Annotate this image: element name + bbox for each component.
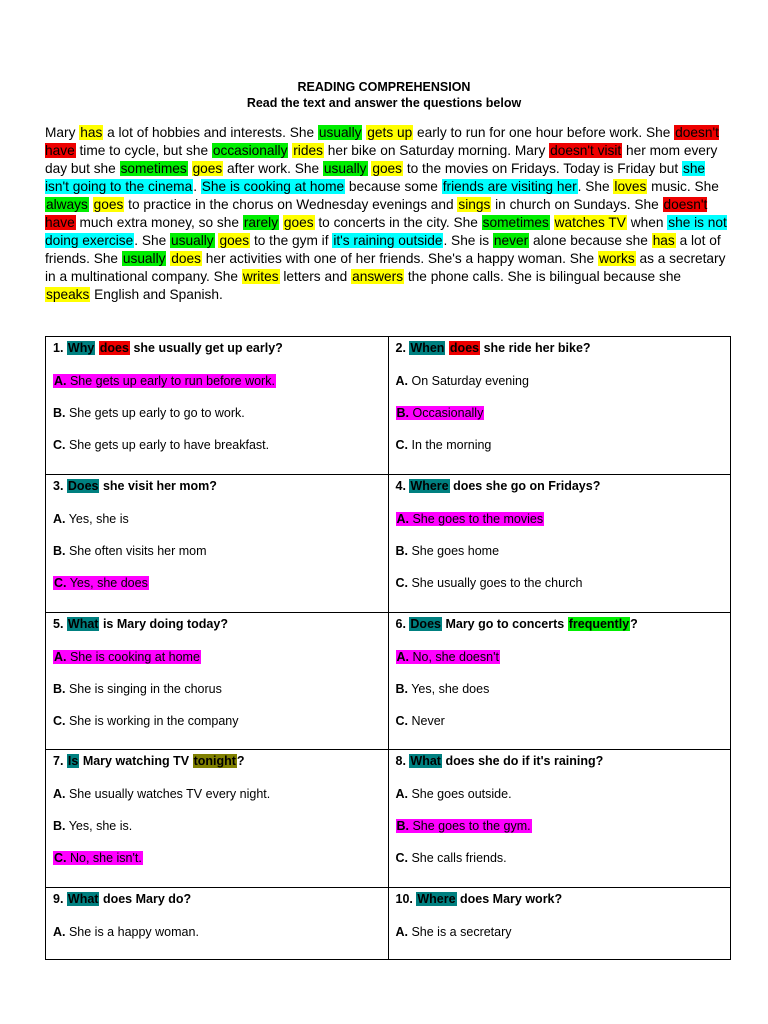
answer-option <box>53 787 381 801</box>
answer-option <box>396 374 724 388</box>
highlighted-passage-text: goes <box>219 233 250 248</box>
option-text: Never <box>408 713 445 728</box>
question-cell <box>46 612 389 750</box>
question-text <box>53 892 381 906</box>
option-text: She gets up early to have breakfast. <box>65 438 270 452</box>
passage-text: . She <box>577 179 614 194</box>
passage-text: in church on Sundays. She <box>491 197 663 212</box>
answer-option <box>396 438 724 452</box>
highlighted-passage-text: rarely <box>243 215 279 230</box>
highlighted-passage-text: occasionally <box>212 143 288 158</box>
passage-text: much extra money, so she <box>75 215 243 230</box>
passage-text: a lot of hobbies and interests. She <box>103 125 318 140</box>
question-part: does she do if it's raining? <box>441 754 604 769</box>
option-text: In the morning <box>408 438 492 452</box>
answer-option <box>53 682 381 696</box>
question-part: ? <box>630 616 638 631</box>
answer-option <box>53 576 381 590</box>
highlighted-passage-text: answers <box>352 269 404 284</box>
highlighted-question-part: What <box>67 892 99 906</box>
answer-option <box>53 512 381 526</box>
highlighted-question-part: When <box>410 341 445 355</box>
option-letter: B. <box>53 681 66 696</box>
passage-text: time to cycle, but she <box>75 143 212 158</box>
highlighted-passage-text: doesn't visit <box>550 143 622 158</box>
question-part: does she go on Fridays? <box>449 478 601 493</box>
highlighted-passage-text: usually <box>171 233 214 248</box>
option-text: She usually watches TV every night. <box>65 787 271 802</box>
passage-text: a lot of friends. She <box>45 233 721 266</box>
option-letter: B. <box>53 543 66 558</box>
question-cell <box>388 337 731 475</box>
answer-option <box>396 576 724 590</box>
passage-text: after work. She <box>223 161 323 176</box>
highlighted-passage-text: gets up <box>367 125 413 140</box>
passage-text: early to run for one hour before work. She <box>413 125 675 140</box>
option-text: She is a happy woman. <box>65 925 199 939</box>
highlighted-passage-text: writes <box>242 269 279 284</box>
highlighted-question-part: Does <box>410 616 441 631</box>
highlighted-answer <box>396 406 485 420</box>
option-text: She gets up early to go to work. <box>65 406 245 420</box>
document-header <box>0 79 768 111</box>
highlighted-passage-text: has <box>80 125 103 140</box>
answer-option <box>53 438 381 452</box>
passage-text: to concerts in the city. She <box>314 215 482 230</box>
option-letter: C. <box>53 438 66 452</box>
question-text <box>53 617 381 631</box>
highlighted-question-part: Where <box>410 478 449 493</box>
answer-option <box>53 544 381 558</box>
highlighted-passage-text: does <box>171 251 201 266</box>
passage-text: . She <box>134 233 171 248</box>
question-cell <box>388 750 731 888</box>
highlighted-passage-text: she is not doing exercise <box>45 215 727 248</box>
passage-text: English and Spanish. <box>90 287 223 302</box>
option-text: She is a secretary <box>408 925 512 939</box>
question-text <box>53 754 381 768</box>
highlighted-question-part: Why <box>67 341 95 355</box>
passage-text: . <box>193 179 201 194</box>
highlighted-passage-text: always <box>46 197 88 212</box>
answer-option <box>396 544 724 558</box>
option-letter: A. <box>53 511 66 526</box>
highlighted-answer <box>396 512 545 526</box>
highlighted-passage-text: goes <box>372 161 403 176</box>
option-letter: A. <box>54 374 67 388</box>
highlighted-answer <box>53 576 149 590</box>
highlighted-answer <box>53 650 201 664</box>
question-text <box>396 479 724 493</box>
option-text: No, she doesn't <box>409 649 499 664</box>
option-letter: B. <box>396 819 409 834</box>
question-part: 6. <box>395 616 410 631</box>
answer-option <box>53 406 381 420</box>
highlighted-passage-text: sometimes <box>482 215 549 230</box>
highlighted-passage-text: usually <box>323 161 367 176</box>
highlighted-passage-text: doesn't have <box>45 197 708 230</box>
highlighted-question-part: What <box>67 616 99 631</box>
passage-text: the phone calls. She is bilingual because she <box>404 269 682 284</box>
question-part: Mary go to concerts <box>441 616 568 631</box>
highlighted-question-part: What <box>410 754 441 769</box>
question-part: 2. <box>395 341 410 355</box>
highlighted-passage-text: She is cooking at home <box>201 179 345 194</box>
highlighted-passage-text: it's raining outside <box>333 233 443 248</box>
passage-text: her activities with one of her friends. She's a happy woman. She <box>201 251 598 266</box>
highlighted-question-part: frequently <box>568 616 630 631</box>
highlighted-passage-text: usually <box>318 125 362 140</box>
answer-option <box>396 819 724 833</box>
option-letter: A. <box>396 649 409 664</box>
question-cell <box>388 888 731 960</box>
option-letter: C. <box>54 575 67 590</box>
answer-option <box>53 650 381 664</box>
answer-option <box>53 925 381 939</box>
option-letter: C. <box>53 713 66 728</box>
option-text: She goes home <box>408 543 500 558</box>
highlighted-passage-text: goes <box>93 197 124 212</box>
question-part: 8. <box>395 754 410 769</box>
question-text <box>396 341 724 355</box>
answer-option <box>396 682 724 696</box>
question-part: 1. <box>53 341 67 355</box>
highlighted-passage-text: sometimes <box>120 161 187 176</box>
option-text: Occasionally <box>409 406 484 420</box>
answer-option <box>396 714 724 728</box>
question-part: 7. <box>53 754 67 769</box>
passage-text <box>188 161 192 176</box>
option-text: She calls friends. <box>408 851 507 866</box>
question-row <box>46 337 731 475</box>
question-text <box>53 341 381 355</box>
option-text: Yes, she does <box>408 681 490 696</box>
questions-table <box>45 336 731 960</box>
question-text <box>396 892 724 906</box>
option-text: She often visits her mom <box>65 543 207 558</box>
highlighted-passage-text: usually <box>122 251 166 266</box>
option-text: No, she isn't. <box>66 851 142 866</box>
option-letter: C. <box>54 851 67 866</box>
option-text: Yes, she is <box>65 511 129 526</box>
highlighted-answer <box>396 819 532 833</box>
highlighted-passage-text: rides <box>293 143 323 158</box>
answer-option <box>396 851 724 865</box>
answer-option <box>53 851 381 865</box>
passage-text: Mary <box>45 125 80 140</box>
option-letter: C. <box>395 713 408 728</box>
question-cell <box>46 750 389 888</box>
question-part: does Mary work? <box>456 892 563 906</box>
option-letter: B. <box>53 406 66 420</box>
passage-text: when <box>626 215 668 230</box>
option-letter: B. <box>396 406 409 420</box>
answer-option <box>396 650 724 664</box>
passage-text: alone because she <box>529 233 652 248</box>
question-part: she visit her mom? <box>99 478 217 493</box>
option-text: She is singing in the chorus <box>65 681 222 696</box>
answer-option <box>53 819 381 833</box>
question-cell <box>46 337 389 475</box>
option-text: She goes outside. <box>408 787 512 802</box>
question-text <box>53 479 381 493</box>
highlighted-passage-text: has <box>652 233 675 248</box>
passage-text: music. She <box>647 179 719 194</box>
question-part: 4. <box>395 478 410 493</box>
highlighted-passage-text: goes <box>192 161 223 176</box>
passage-text: to practice in the chorus on Wednesday evenings and <box>124 197 458 212</box>
option-text: Yes, she does <box>66 575 148 590</box>
highlighted-passage-text: goes <box>283 215 314 230</box>
question-text <box>396 754 724 768</box>
question-row <box>46 474 731 612</box>
highlighted-answer <box>396 650 500 664</box>
option-text: She gets up early to run before work. <box>66 374 275 388</box>
option-letter: A. <box>395 925 408 939</box>
answer-option <box>396 925 724 939</box>
option-text: She is working in the company <box>65 713 239 728</box>
question-part: 9. <box>53 892 67 906</box>
option-letter: B. <box>395 681 408 696</box>
option-letter: A. <box>395 374 408 388</box>
question-cell <box>46 888 389 960</box>
passage-text: because some <box>345 179 442 194</box>
highlighted-passage-text: loves <box>614 179 647 194</box>
highlighted-passage-text: friends are visiting her <box>442 179 577 194</box>
highlighted-question-part: does <box>449 341 480 355</box>
question-cell <box>388 474 731 612</box>
question-part: she ride her bike? <box>480 341 591 355</box>
option-letter: A. <box>53 925 66 939</box>
question-text <box>396 617 724 631</box>
highlighted-passage-text: watches TV <box>554 215 626 230</box>
answer-option <box>396 512 724 526</box>
option-letter: C. <box>395 851 408 866</box>
option-letter: B. <box>53 819 66 834</box>
option-letter: A. <box>396 511 409 526</box>
option-letter: A. <box>395 787 408 802</box>
highlighted-passage-text: sings <box>458 197 491 212</box>
passage-text: her bike on Saturday morning. Mary <box>323 143 550 158</box>
option-text: She is cooking at home <box>66 649 200 664</box>
highlighted-question-part: tonight <box>193 754 236 769</box>
highlighted-passage-text: never <box>493 233 529 248</box>
highlighted-question-part: Does <box>67 478 99 493</box>
highlighted-passage-text: she isn't going to the cinema <box>45 161 706 194</box>
highlighted-passage-text: speaks <box>46 287 90 302</box>
highlighted-answer <box>53 374 276 388</box>
option-text: On Saturday evening <box>408 374 529 388</box>
question-cell <box>46 474 389 612</box>
document-title: READING COMPREHENSION <box>297 80 471 94</box>
question-row <box>46 750 731 888</box>
highlighted-question-part: does <box>99 341 129 355</box>
answer-option <box>53 714 381 728</box>
passage-text: . She is <box>443 233 493 248</box>
document-subtitle: Read the text and answer the questions below <box>246 96 522 110</box>
question-part: 10. <box>395 892 417 906</box>
option-text: She usually goes to the church <box>408 575 583 590</box>
answer-option <box>53 374 381 388</box>
answer-option <box>396 406 724 420</box>
reading-passage <box>45 124 727 304</box>
highlighted-question-part: Where <box>417 892 456 906</box>
answer-option <box>396 787 724 801</box>
question-row <box>46 888 731 960</box>
option-letter: A. <box>54 649 67 664</box>
option-letter: A. <box>53 787 66 802</box>
option-letter: B. <box>395 543 408 558</box>
passage-text: as a secretary in a multinational company. She <box>45 251 726 284</box>
passage-text: to the movies on Fridays. Today is Friday but <box>403 161 682 176</box>
question-row <box>46 612 731 750</box>
highlighted-question-part: Is <box>67 754 79 769</box>
question-part: does Mary do? <box>99 892 192 906</box>
passage-text: her mom every day but she <box>45 143 718 176</box>
option-text: Yes, she is. <box>65 819 133 834</box>
question-part: is Mary doing today? <box>99 616 228 631</box>
question-part: 5. <box>53 616 67 631</box>
highlighted-passage-text: doesn't have <box>45 125 719 158</box>
question-part: 3. <box>53 478 67 493</box>
highlighted-answer <box>53 851 143 865</box>
question-part: she usually get up early? <box>129 341 283 355</box>
highlighted-passage-text: works <box>598 251 635 266</box>
question-part: Mary watching TV <box>79 754 193 769</box>
passage-text: to the gym if <box>250 233 333 248</box>
question-part: ? <box>236 754 245 769</box>
option-letter: C. <box>395 438 408 452</box>
question-cell <box>388 612 731 750</box>
option-text: She goes to the movies <box>409 511 544 526</box>
option-text: She goes to the gym. <box>409 819 531 834</box>
passage-text: letters and <box>279 269 352 284</box>
option-letter: C. <box>395 575 408 590</box>
